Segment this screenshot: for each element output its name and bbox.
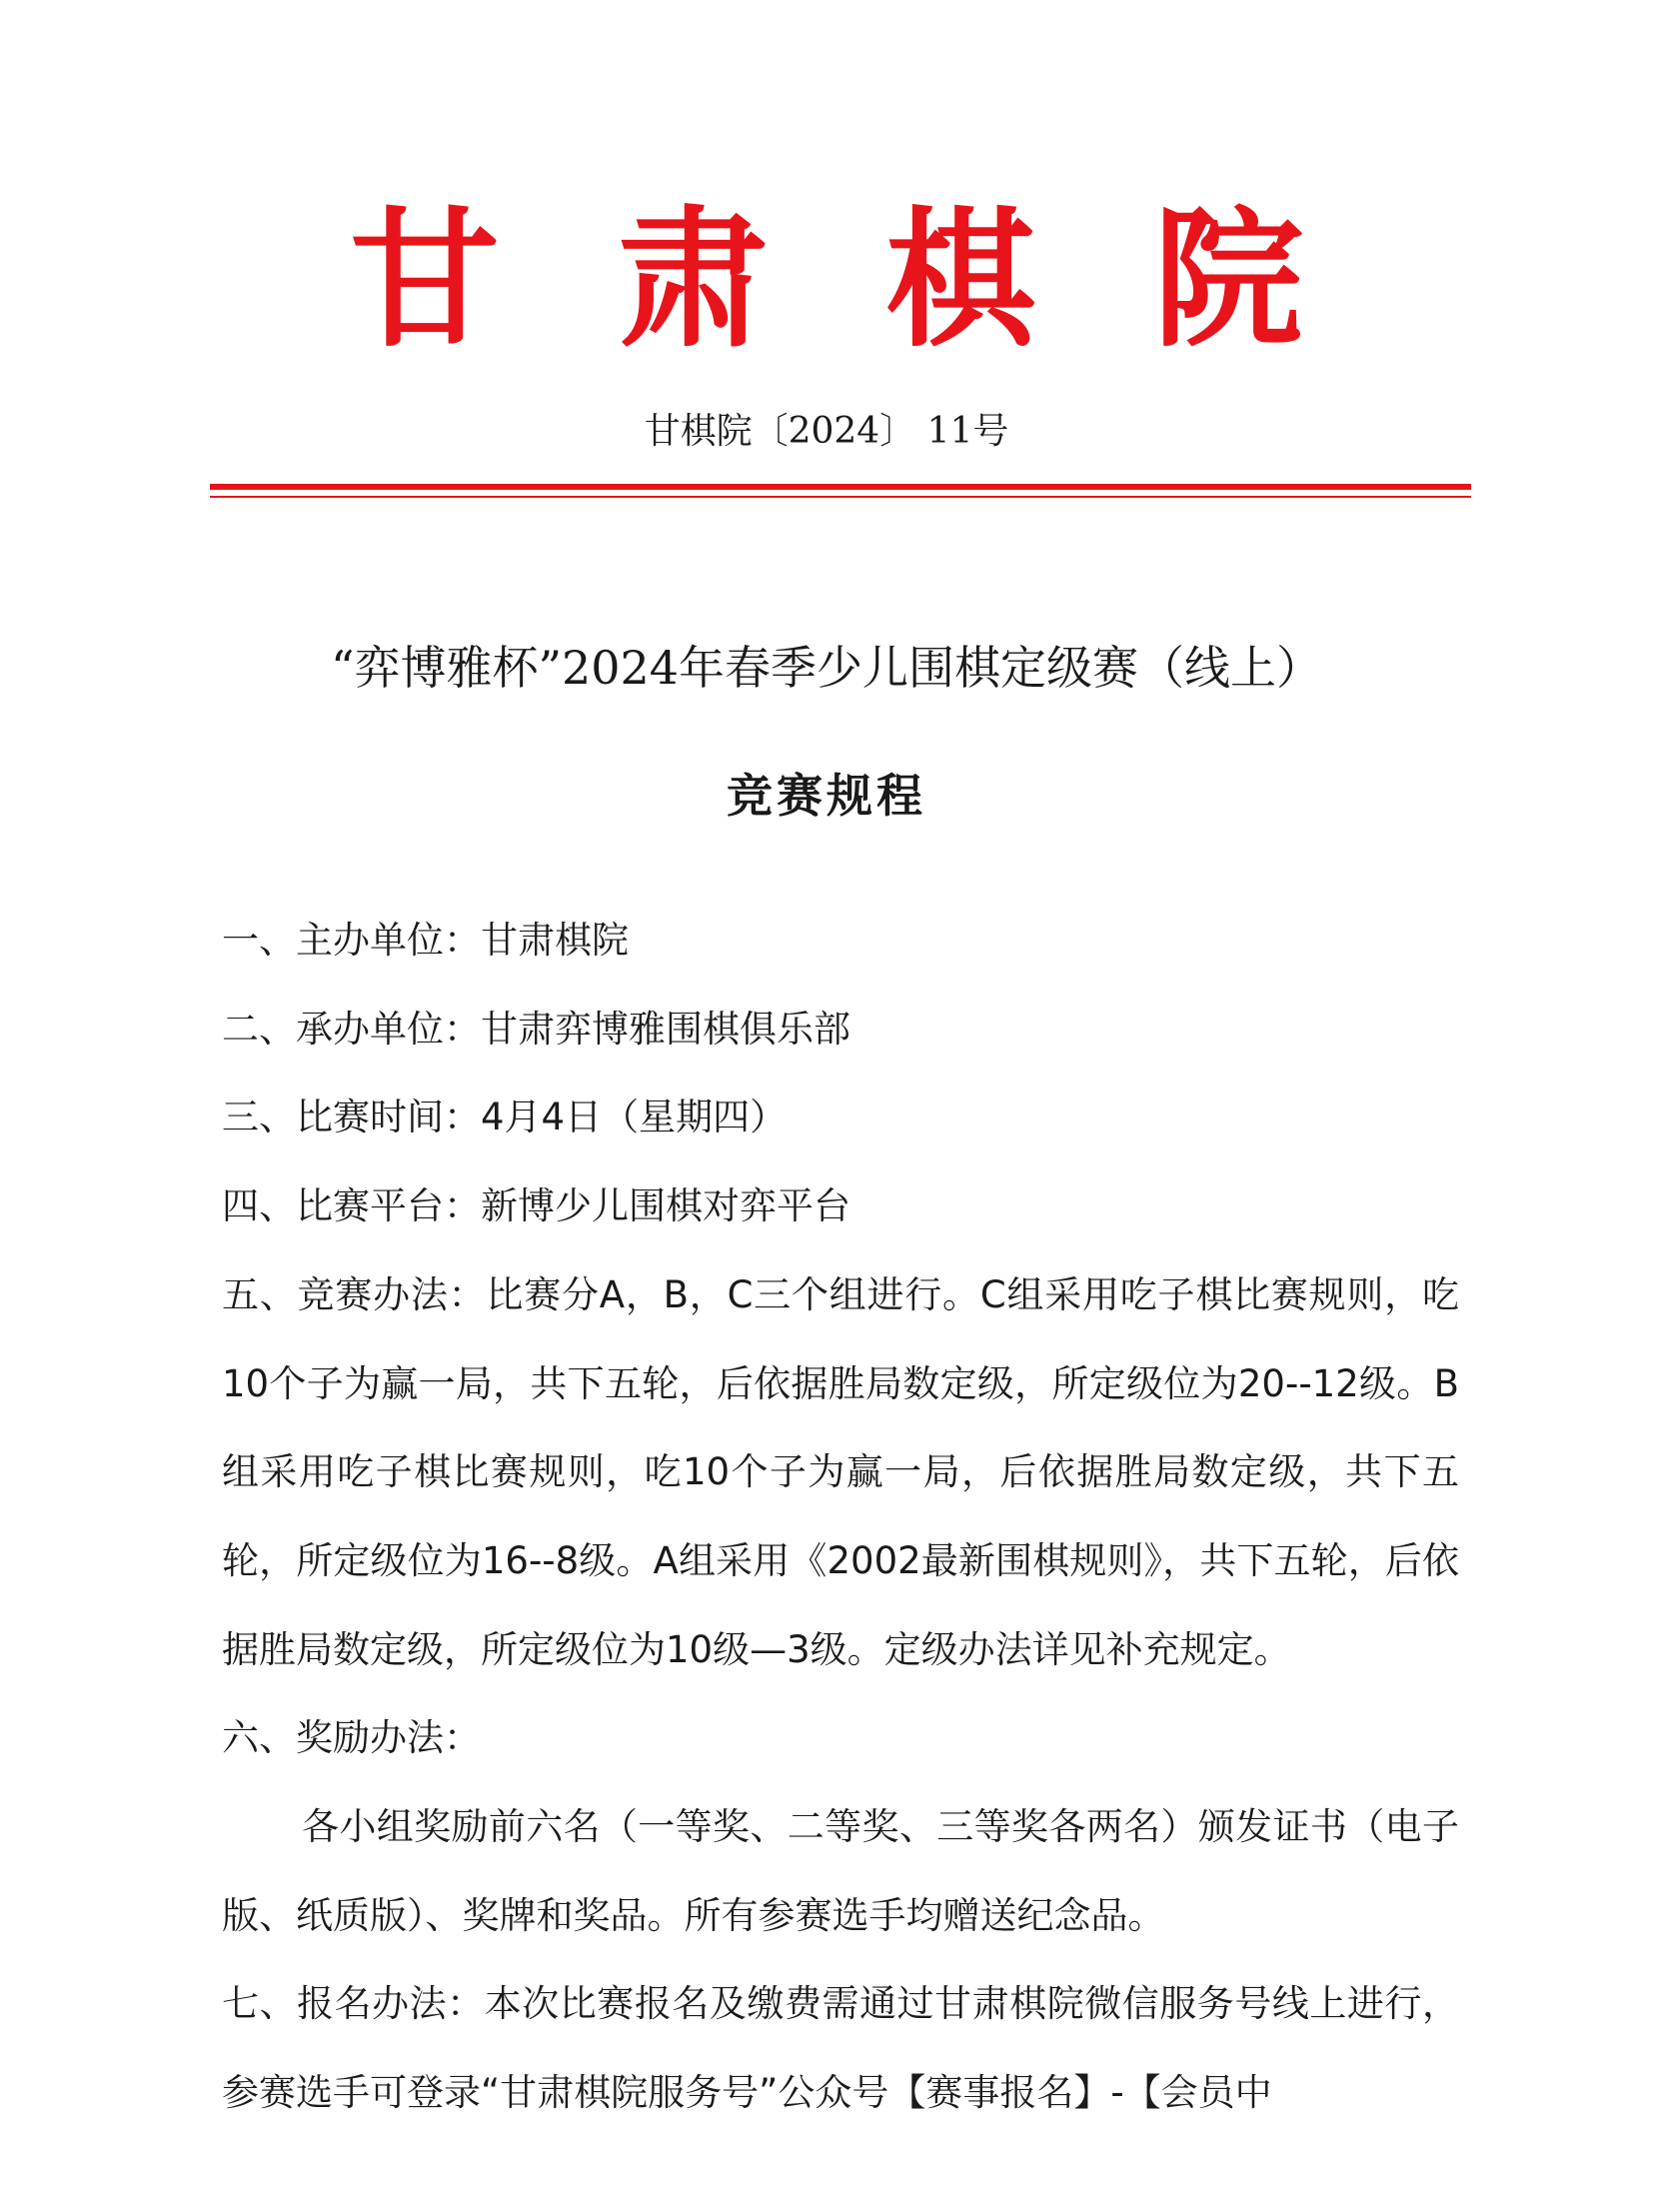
section-co-organizer: 二、承办单位：甘肃弈博雅围棋俱乐部	[222, 1007, 850, 1051]
organization-name-header: 甘肃棋院	[349, 192, 1421, 368]
header-divider-thick	[210, 484, 1471, 490]
section-competition-method: 五、竞赛办法：比赛分A，B，C三个组进行。C组采用吃子棋比赛规则，吃10个子为赢一局，共下五轮，后依据胜局数定级，所定级位为20--12级。B组采用吃子棋比赛规则，吃10个子为赢一局，后依据胜局数定级，共下五轮，所定级位为16--8级。A组采用《2002最新围棋规则》，共下五轮，后依据胜局数定级，所定级位为10级—3级。定级办法详见补充规定。	[222, 1272, 1459, 1671]
section-registration: 七、报名办法：本次比赛报名及缴费需通过甘肃棋院微信服务号线上进行，参赛选手可登录“甘肃棋院服务号”公众号【赛事报名】-【会员中	[222, 1982, 1459, 2115]
document-title: “弈博雅杯”2024年春季少儿围棋定级赛（线上）	[330, 641, 1323, 695]
section-organizer: 一、主办单位：甘肃棋院	[222, 919, 629, 962]
document-body	[222, 897, 1459, 2138]
section-awards-detail: 各小组奖励前六名（一等奖、二等奖、三等奖各两名）颁发证书（电子版、纸质版）、奖牌和奖品。所有参赛选手均赠送纪念品。	[222, 1805, 1459, 1937]
document-number: 甘棋院〔2024〕 11号	[644, 411, 1009, 452]
document-subtitle: 竞赛规程	[727, 769, 926, 823]
section-match-platform: 四、比赛平台：新博少儿围棋对弈平台	[222, 1184, 850, 1228]
section-awards-heading: 六、奖励办法：	[222, 1716, 481, 1760]
header-divider-thin	[210, 496, 1471, 498]
section-match-time: 三、比赛时间：4月4日（星期四）	[222, 1096, 788, 1139]
